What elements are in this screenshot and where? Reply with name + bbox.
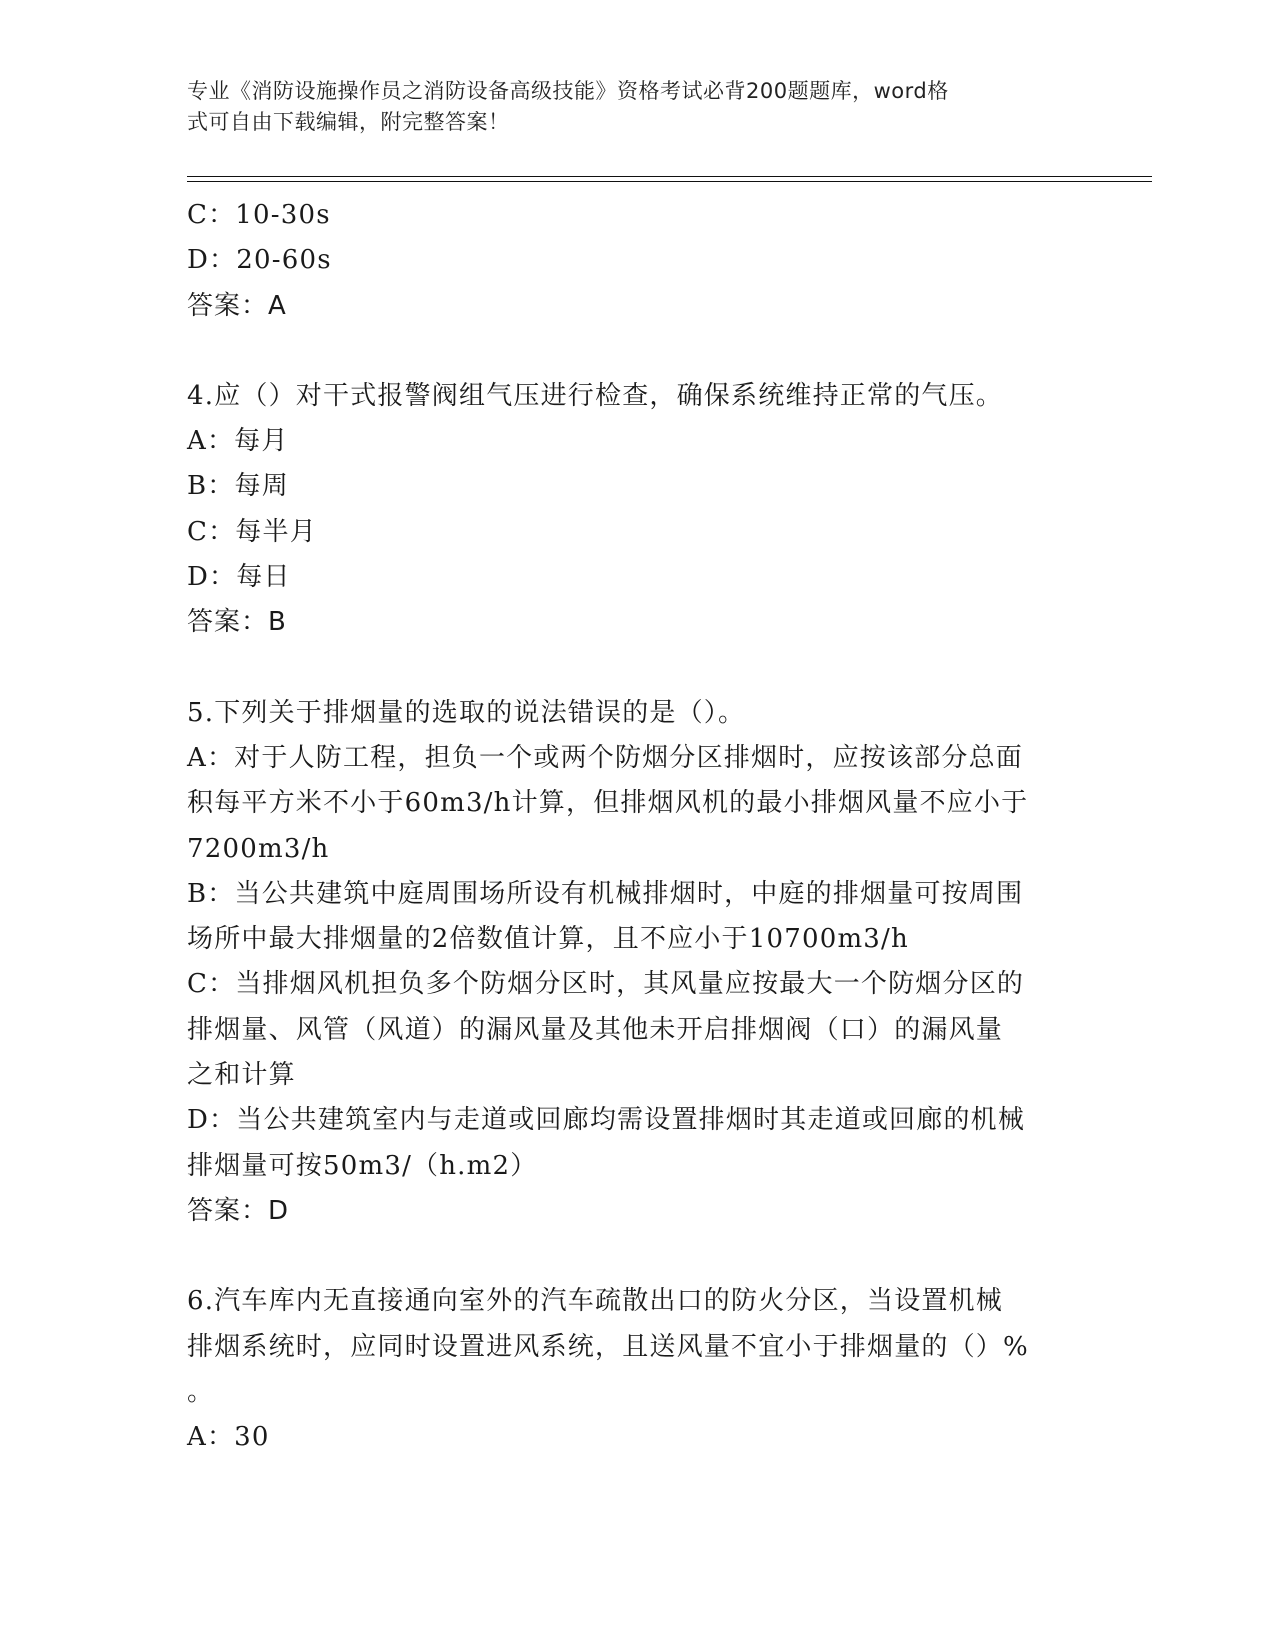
question-text-line-1: 6.汽车库内无直接通向室外的汽车疏散出口的防火分区，当设置机械 [187,1286,1004,1317]
option-b-line-1: B：当公共建筑中庭周围场所设有机械排烟时，中庭的排烟量可按周围 [187,878,1024,909]
option-a-line-1: A：对于人防工程，担负一个或两个防烟分区排烟时，应按该部分总面 [187,742,1023,773]
option-a: A：每月 [187,426,289,457]
option-c: C：10-30s [187,200,331,230]
question-text-line-3: 。 [187,1376,215,1407]
header-line-2: 式可自由下载编辑，附完整答案！ [187,110,510,134]
option-c-line-3: 之和计算 [187,1060,296,1091]
question-text: 4.应（）对干式报警阀组气压进行检查，确保系统维持正常的气压。 [187,380,1004,411]
question-6 [187,1279,1087,1460]
answer: 答案：D [187,1195,290,1226]
question-text: 5.下列关于排烟量的选取的说法错误的是（）。 [187,697,746,728]
option-c-line-1: C：当排烟风机担负多个防烟分区时，其风量应按最大一个防烟分区的 [187,969,1025,1000]
option-d: D：20-60s [187,245,332,276]
header-rule-top [187,176,1152,177]
option-b-line-2: 场所中最大排烟量的2倍数值计算，且不应小于10700m3/h [187,924,909,955]
option-c: C：每半月 [187,516,317,547]
answer: 答案：A [187,290,287,321]
answer: 答案：B [187,607,287,638]
option-d: D：每日 [187,562,291,593]
header-line-1: 专业《消防设施操作员之消防设备高级技能》资格考试必背200题题库，word格 [187,79,949,103]
question-text-line-2: 排烟系统时，应同时设置进风系统，且送风量不宜小于排烟量的（）% [187,1331,1029,1362]
option-a-line-3: 7200m3/h [187,833,330,864]
document-body [187,193,1087,1460]
option-a-line-2: 积每平方米不小于60m3/h计算，但排烟风机的最小排烟风量不应小于 [187,788,1029,819]
question-5 [187,691,1087,1235]
spacer [187,646,1087,691]
question-4 [187,374,1087,646]
option-a: A：30 [187,1422,270,1453]
option-d-line-1: D：当公共建筑室内与走道或回廊均需设置排烟时其走道或回廊的机械 [187,1105,1026,1136]
spacer [187,1234,1087,1279]
header-rule-bottom [187,181,1152,182]
option-d-line-2: 排烟量可按50m3/（h.m2） [187,1150,538,1181]
question-3-tail [187,193,1087,329]
spacer [187,329,1087,374]
document-header [187,76,1067,138]
option-c-line-2: 排烟量、风管（风道）的漏风量及其他未开启排烟阀（口）的漏风量 [187,1014,1004,1045]
option-b: B：每周 [187,471,289,502]
